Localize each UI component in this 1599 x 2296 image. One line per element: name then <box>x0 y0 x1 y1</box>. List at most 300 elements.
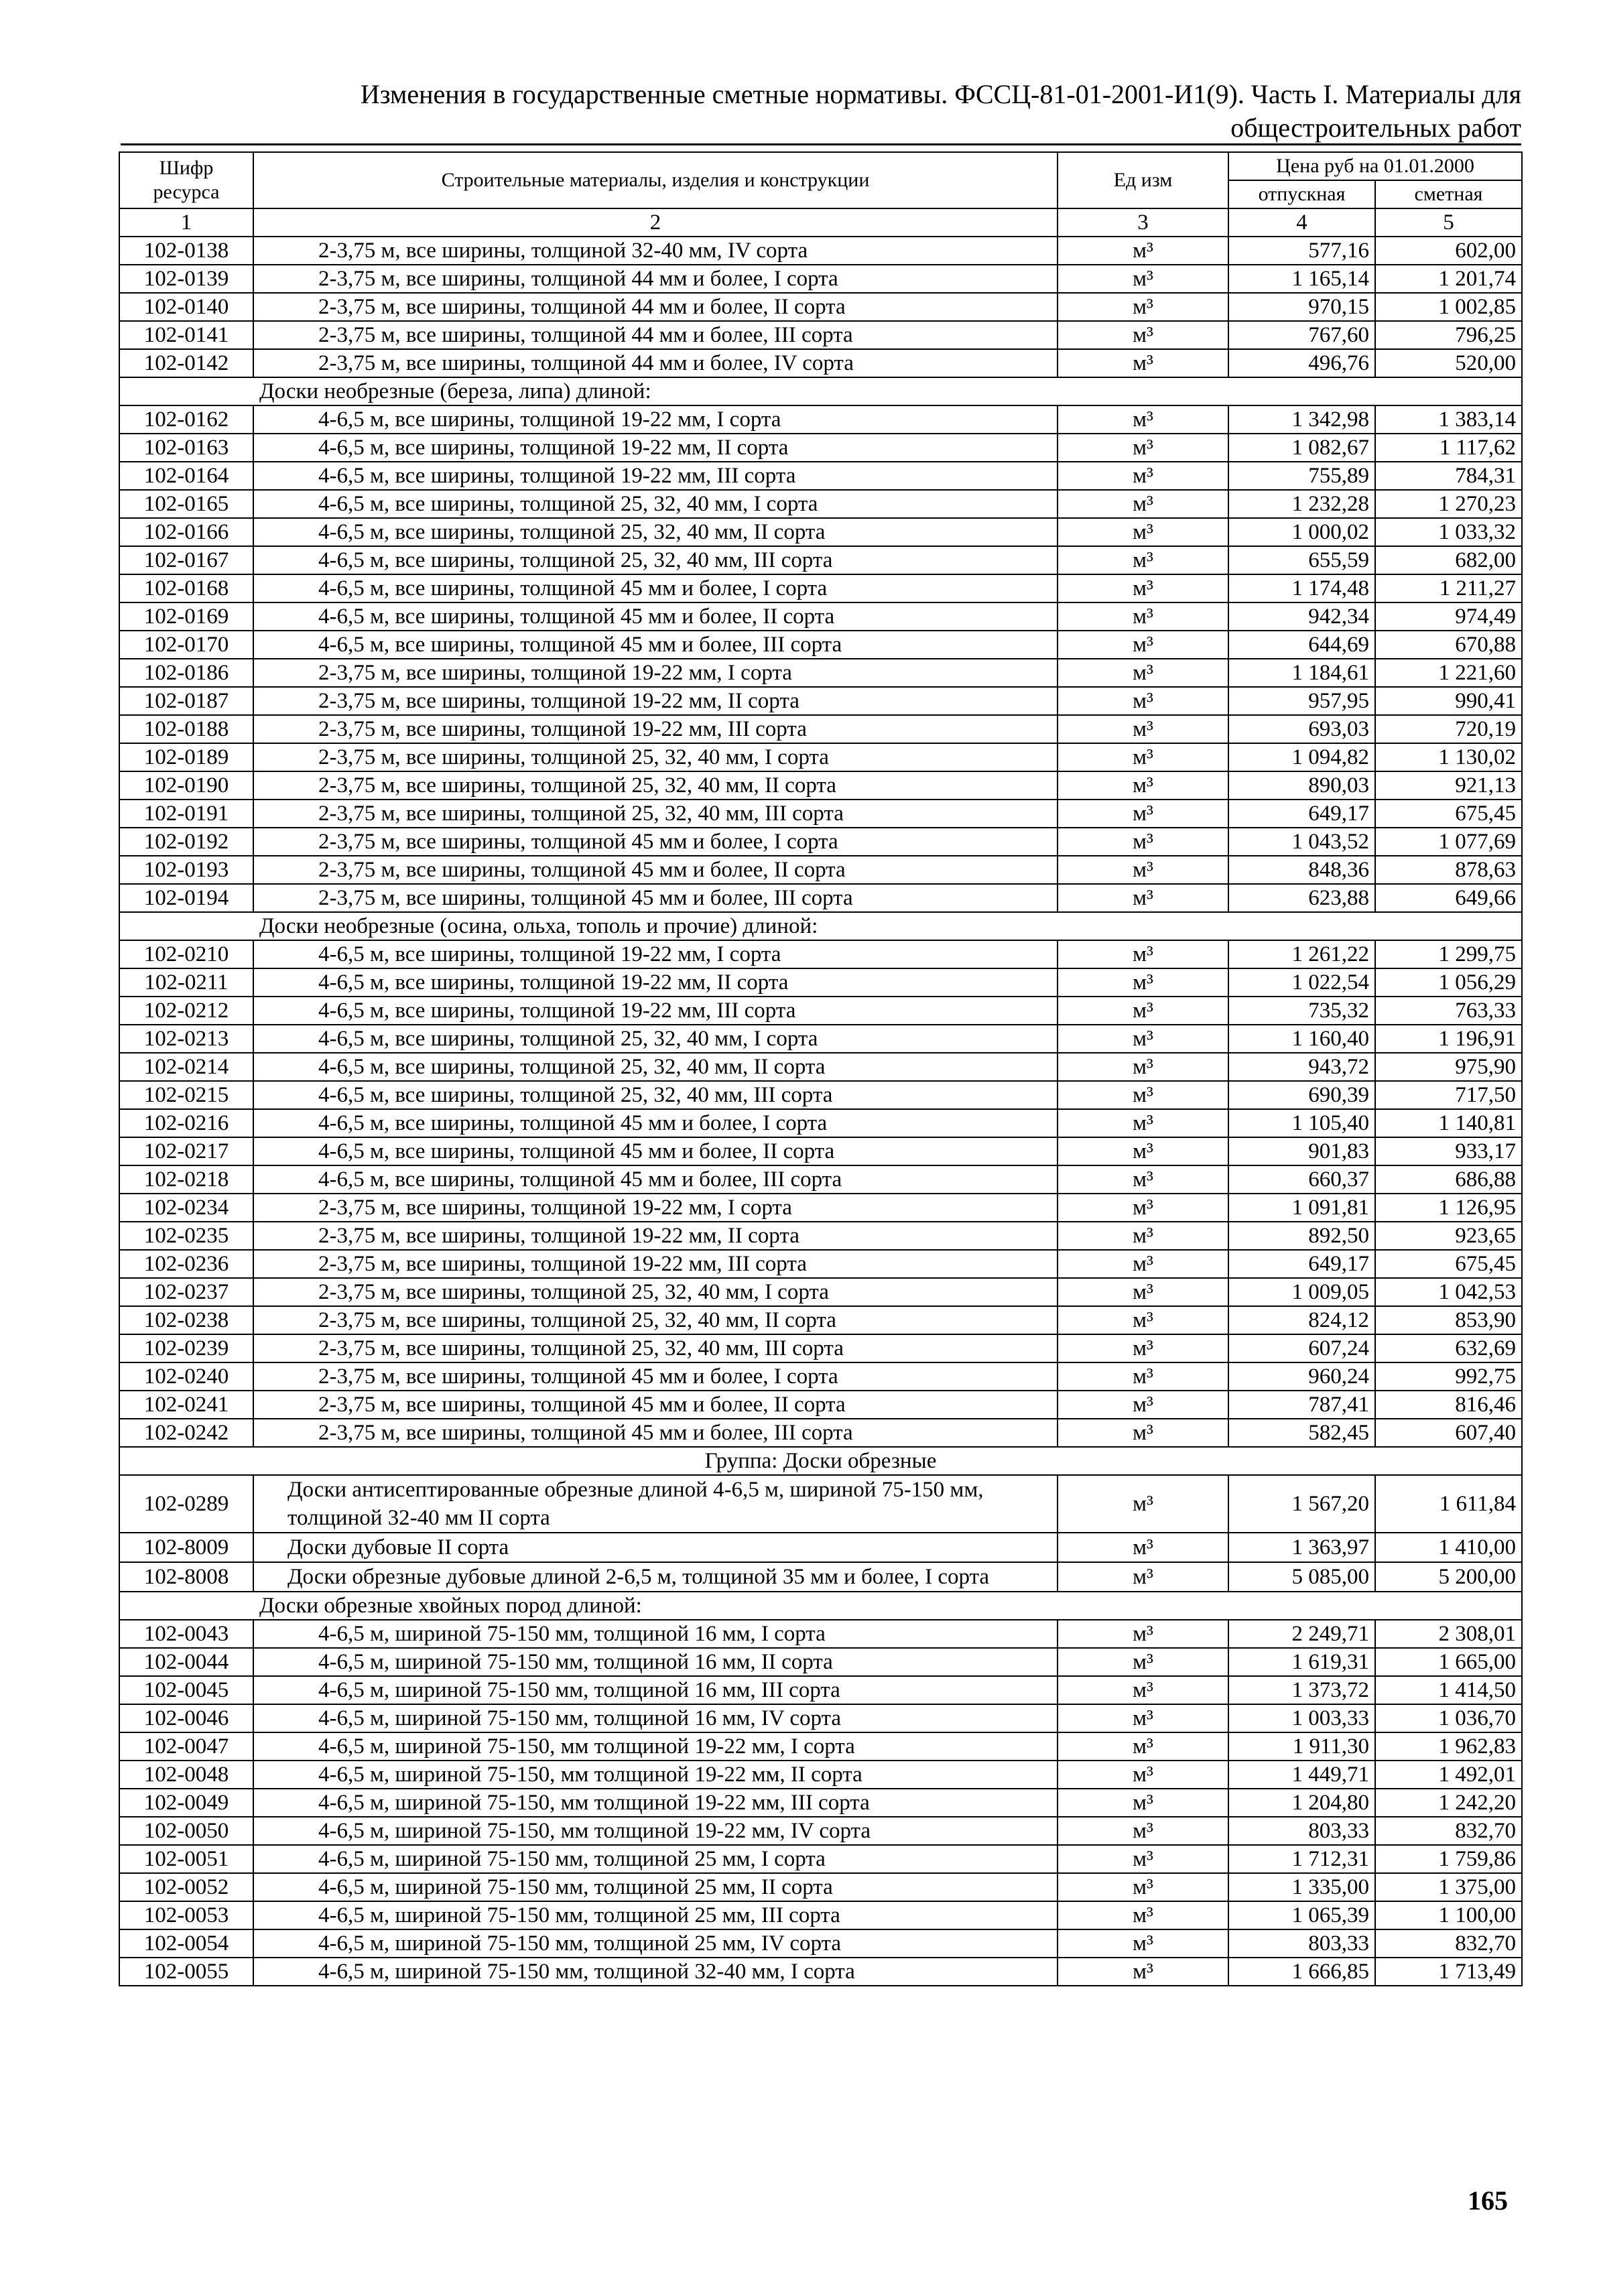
table-row <box>119 856 1522 884</box>
table-row <box>119 1306 1522 1334</box>
table-row <box>119 1109 1522 1137</box>
table-row <box>119 321 1522 349</box>
estimate-price: 675,45 <box>1375 1250 1522 1278</box>
resource-code: 102-0188 <box>119 715 253 743</box>
release-price: 803,33 <box>1228 1817 1375 1845</box>
resource-code: 102-0210 <box>119 940 253 968</box>
release-price: 824,12 <box>1228 1306 1375 1334</box>
release-price: 942,34 <box>1228 602 1375 631</box>
material-name: 4-6,5 м, все ширины, толщиной 25, 32, 40 мм, II сорта <box>253 518 1058 546</box>
release-price: 693,03 <box>1228 715 1375 743</box>
estimate-price: 1 242,20 <box>1375 1789 1522 1817</box>
release-price: 655,59 <box>1228 546 1375 574</box>
release-price: 2 249,71 <box>1228 1620 1375 1648</box>
resource-code: 102-0047 <box>119 1732 253 1761</box>
material-name: 4-6,5 м, все ширины, толщиной 19-22 мм, III сорта <box>253 997 1058 1025</box>
table-row <box>119 1873 1522 1901</box>
resource-code: 102-0194 <box>119 884 253 912</box>
material-name: 4-6,5 м, все ширины, толщиной 19-22 мм, I сорта <box>253 940 1058 968</box>
table-row <box>119 1732 1522 1761</box>
material-name: 4-6,5 м, все ширины, толщиной 19-22 мм, II сорта <box>253 968 1058 997</box>
unit-cell: м³ <box>1058 434 1228 462</box>
material-name: 4-6,5 м, шириной 75-150 мм, толщиной 16 мм, III сорта <box>253 1676 1058 1704</box>
unit-cell: м³ <box>1058 856 1228 884</box>
col-header-price: Цена руб на 01.01.2000 <box>1228 152 1522 180</box>
estimate-price: 1 201,74 <box>1375 265 1522 293</box>
unit-cell: м³ <box>1058 1222 1228 1250</box>
resource-code: 102-0043 <box>119 1620 253 1648</box>
resource-code: 102-0163 <box>119 434 253 462</box>
estimate-price: 1 056,29 <box>1375 968 1522 997</box>
material-name: 4-6,5 м, все ширины, толщиной 25, 32, 40 мм, I сорта <box>253 490 1058 518</box>
release-price: 649,17 <box>1228 800 1375 828</box>
material-name: 2-3,75 м, все ширины, толщиной 19-22 мм, I сорта <box>253 1194 1058 1222</box>
estimate-price: 832,70 <box>1375 1929 1522 1958</box>
unit-cell: м³ <box>1058 602 1228 631</box>
unit-cell: м³ <box>1058 1732 1228 1761</box>
unit-cell: м³ <box>1058 405 1228 434</box>
material-name: 2-3,75 м, все ширины, толщиной 19-22 мм, III сорта <box>253 715 1058 743</box>
unit-cell: м³ <box>1058 1901 1228 1929</box>
material-name: 4-6,5 м, шириной 75-150 мм, толщиной 16 мм, IV сорта <box>253 1704 1058 1732</box>
table-row <box>119 687 1522 715</box>
unit-cell: м³ <box>1058 1475 1228 1533</box>
table-row <box>119 490 1522 518</box>
estimate-price: 1 492,01 <box>1375 1761 1522 1789</box>
estimate-price: 720,19 <box>1375 715 1522 743</box>
estimate-price: 1 962,83 <box>1375 1732 1522 1761</box>
release-price: 1 003,33 <box>1228 1704 1375 1732</box>
estimate-price: 670,88 <box>1375 631 1522 659</box>
resource-code: 102-0142 <box>119 349 253 377</box>
table-row <box>119 546 1522 574</box>
resource-code: 102-0240 <box>119 1362 253 1391</box>
release-price: 1 043,52 <box>1228 828 1375 856</box>
table-row <box>119 715 1522 743</box>
resource-code: 102-0187 <box>119 687 253 715</box>
estimate-price: 682,00 <box>1375 546 1522 574</box>
estimate-price: 1 383,14 <box>1375 405 1522 434</box>
table-row <box>119 1817 1522 1845</box>
release-price: 1 335,00 <box>1228 1873 1375 1901</box>
subsection-cell <box>119 377 1522 405</box>
unit-cell: м³ <box>1058 715 1228 743</box>
subsection-row <box>119 912 1522 940</box>
resource-code: 102-0212 <box>119 997 253 1025</box>
unit-cell: м³ <box>1058 1562 1228 1592</box>
resource-code: 102-0045 <box>119 1676 253 1704</box>
resource-code: 102-8008 <box>119 1562 253 1592</box>
table-row <box>119 1958 1522 1986</box>
table-row <box>119 1250 1522 1278</box>
release-price: 1 567,20 <box>1228 1475 1375 1533</box>
release-price: 1 091,81 <box>1228 1194 1375 1222</box>
unit-cell: м³ <box>1058 237 1228 265</box>
resource-code: 102-0046 <box>119 1704 253 1732</box>
table-row <box>119 1475 1522 1533</box>
release-price: 960,24 <box>1228 1362 1375 1391</box>
unit-cell: м³ <box>1058 1845 1228 1873</box>
material-name: 4-6,5 м, шириной 75-150 мм, толщиной 16 мм, II сорта <box>253 1648 1058 1676</box>
material-name: 4-6,5 м, все ширины, толщиной 19-22 мм, I сорта <box>253 405 1058 434</box>
material-name: 4-6,5 м, шириной 75-150 мм, толщиной 16 мм, I сорта <box>253 1620 1058 1648</box>
table-row <box>119 771 1522 800</box>
estimate-price: 990,41 <box>1375 687 1522 715</box>
col-header-estimate: сметная <box>1375 180 1522 208</box>
release-price: 1 000,02 <box>1228 518 1375 546</box>
table-row <box>119 462 1522 490</box>
col-header-unit: Ед изм <box>1058 152 1228 208</box>
estimate-price: 1 126,95 <box>1375 1194 1522 1222</box>
resource-code: 102-0193 <box>119 856 253 884</box>
table-row <box>119 1222 1522 1250</box>
unit-cell: м³ <box>1058 1929 1228 1958</box>
table-row <box>119 1533 1522 1562</box>
material-name: Доски антисептированные обрезные длиной 4-6,5 м, шириной 75-150 мм, толщиной 32-40 мм II сорта <box>253 1475 1058 1533</box>
material-name: 2-3,75 м, все ширины, толщиной 19-22 мм, II сорта <box>253 687 1058 715</box>
unit-cell: м³ <box>1058 293 1228 321</box>
col-number-4: 4 <box>1228 208 1375 237</box>
material-name: 4-6,5 м, все ширины, толщиной 45 мм и более, II сорта <box>253 602 1058 631</box>
estimate-price: 1 270,23 <box>1375 490 1522 518</box>
unit-cell: м³ <box>1058 1362 1228 1391</box>
estimate-price: 933,17 <box>1375 1137 1522 1165</box>
col-header-name: Строительные материалы, изделия и конструкции <box>253 152 1058 208</box>
material-name: 4-6,5 м, шириной 75-150 мм, толщиной 25 мм, III сорта <box>253 1901 1058 1929</box>
unit-cell: м³ <box>1058 1053 1228 1081</box>
material-name: 2-3,75 м, все ширины, толщиной 45 мм и более, III сорта <box>253 1419 1058 1447</box>
estimate-price: 1 042,53 <box>1375 1278 1522 1306</box>
unit-cell: м³ <box>1058 518 1228 546</box>
table-row <box>119 631 1522 659</box>
table-row <box>119 828 1522 856</box>
material-name: 2-3,75 м, все ширины, толщиной 25, 32, 40 мм, III сорта <box>253 800 1058 828</box>
page-header <box>121 78 1521 145</box>
estimate-price: 1 036,70 <box>1375 1704 1522 1732</box>
resource-code: 102-0167 <box>119 546 253 574</box>
table-row <box>119 1194 1522 1222</box>
resource-code: 102-0138 <box>119 237 253 265</box>
unit-cell: м³ <box>1058 1789 1228 1817</box>
table-row <box>119 1929 1522 1958</box>
estimate-price: 1 211,27 <box>1375 574 1522 602</box>
release-price: 1 619,31 <box>1228 1648 1375 1676</box>
subsection-cell <box>119 1592 1522 1620</box>
unit-cell: м³ <box>1058 1194 1228 1222</box>
release-price: 1 911,30 <box>1228 1732 1375 1761</box>
release-price: 644,69 <box>1228 631 1375 659</box>
material-name: 4-6,5 м, все ширины, толщиной 25, 32, 40 мм, I сорта <box>253 1025 1058 1053</box>
estimate-price: 1 713,49 <box>1375 1958 1522 1986</box>
release-price: 1 094,82 <box>1228 743 1375 771</box>
unit-cell: м³ <box>1058 1025 1228 1053</box>
material-name: 2-3,75 м, все ширины, толщиной 44 мм и более, III сорта <box>253 321 1058 349</box>
estimate-price: 1 117,62 <box>1375 434 1522 462</box>
unit-cell: м³ <box>1058 800 1228 828</box>
release-price: 957,95 <box>1228 687 1375 715</box>
release-price: 1 160,40 <box>1228 1025 1375 1053</box>
material-name: Доски дубовые II сорта <box>253 1533 1058 1562</box>
unit-cell: м³ <box>1058 1704 1228 1732</box>
header-rule <box>121 143 1521 145</box>
subsection-cell <box>119 912 1522 940</box>
unit-cell: м³ <box>1058 1648 1228 1676</box>
release-price: 690,39 <box>1228 1081 1375 1109</box>
resource-code: 102-0170 <box>119 631 253 659</box>
release-price: 1 165,14 <box>1228 265 1375 293</box>
resource-code: 102-0186 <box>119 659 253 687</box>
release-price: 901,83 <box>1228 1137 1375 1165</box>
unit-cell: м³ <box>1058 884 1228 912</box>
resource-code: 102-0218 <box>119 1165 253 1194</box>
material-name: 2-3,75 м, все ширины, толщиной 45 мм и более, III сорта <box>253 884 1058 912</box>
estimate-price: 675,45 <box>1375 800 1522 828</box>
estimate-price: 5 200,00 <box>1375 1562 1522 1592</box>
unit-cell: м³ <box>1058 659 1228 687</box>
material-name: 2-3,75 м, все ширины, толщиной 19-22 мм, II сорта <box>253 1222 1058 1250</box>
material-name: 2-3,75 м, все ширины, толщиной 25, 32, 40 мм, II сорта <box>253 1306 1058 1334</box>
material-name: 2-3,75 м, все ширины, толщиной 45 мм и более, I сорта <box>253 1362 1058 1391</box>
resource-code: 102-0050 <box>119 1817 253 1845</box>
estimate-price: 1 221,60 <box>1375 659 1522 687</box>
unit-cell: м³ <box>1058 1165 1228 1194</box>
resource-code: 102-0044 <box>119 1648 253 1676</box>
resource-code: 102-0168 <box>119 574 253 602</box>
estimate-price: 1 759,86 <box>1375 1845 1522 1873</box>
estimate-price: 923,65 <box>1375 1222 1522 1250</box>
resource-code: 102-0164 <box>119 462 253 490</box>
unit-cell: м³ <box>1058 1817 1228 1845</box>
subsection-title: Доски необрезные (осина, ольха, тополь и прочие) длиной: <box>259 914 818 938</box>
estimate-price: 1 033,32 <box>1375 518 1522 546</box>
table-row <box>119 349 1522 377</box>
subsection-title: Доски обрезные хвойных пород длиной: <box>259 1594 642 1618</box>
header-line-1: Изменения в государственные сметные нормативы. ФССЦ-81-01-2001-И1(9). Часть I. Материалы для <box>360 79 1521 109</box>
resource-code: 102-0190 <box>119 771 253 800</box>
table-row <box>119 1081 1522 1109</box>
material-name: 4-6,5 м, шириной 75-150 мм, толщиной 25 мм, I сорта <box>253 1845 1058 1873</box>
unit-cell: м³ <box>1058 1533 1228 1562</box>
table-row <box>119 574 1522 602</box>
unit-cell: м³ <box>1058 1391 1228 1419</box>
material-name: 4-6,5 м, шириной 75-150 мм, толщиной 32-40 мм, I сорта <box>253 1958 1058 1986</box>
estimate-price: 832,70 <box>1375 1817 1522 1845</box>
table-row <box>119 1362 1522 1391</box>
unit-cell: м³ <box>1058 1137 1228 1165</box>
unit-cell: м³ <box>1058 828 1228 856</box>
estimate-price: 1 375,00 <box>1375 1873 1522 1901</box>
resource-code: 102-0052 <box>119 1873 253 1901</box>
unit-cell: м³ <box>1058 1109 1228 1137</box>
release-price: 943,72 <box>1228 1053 1375 1081</box>
unit-cell: м³ <box>1058 1958 1228 1986</box>
table-row <box>119 293 1522 321</box>
unit-cell: м³ <box>1058 631 1228 659</box>
subsection-row <box>119 1592 1522 1620</box>
material-name: 4-6,5 м, все ширины, толщиной 19-22 мм, III сорта <box>253 462 1058 490</box>
resource-code: 102-0189 <box>119 743 253 771</box>
material-name: 2-3,75 м, все ширины, толщиной 45 мм и более, I сорта <box>253 828 1058 856</box>
estimate-price: 1 410,00 <box>1375 1533 1522 1562</box>
estimate-price: 784,31 <box>1375 462 1522 490</box>
table-row <box>119 743 1522 771</box>
resource-code: 102-0191 <box>119 800 253 828</box>
material-name: 2-3,75 м, все ширины, толщиной 32-40 мм, IV сорта <box>253 237 1058 265</box>
release-price: 1 342,98 <box>1228 405 1375 434</box>
release-price: 892,50 <box>1228 1222 1375 1250</box>
table-row <box>119 1789 1522 1817</box>
estimate-price: 717,50 <box>1375 1081 1522 1109</box>
release-price: 767,60 <box>1228 321 1375 349</box>
table-row <box>119 968 1522 997</box>
estimate-price: 796,25 <box>1375 321 1522 349</box>
table-row <box>119 659 1522 687</box>
table-row <box>119 1648 1522 1676</box>
resource-code: 102-0213 <box>119 1025 253 1053</box>
release-price: 1 666,85 <box>1228 1958 1375 1986</box>
resource-code: 102-0217 <box>119 1137 253 1165</box>
material-name: 4-6,5 м, шириной 75-150 мм, толщиной 25 мм, II сорта <box>253 1873 1058 1901</box>
unit-cell: м³ <box>1058 265 1228 293</box>
material-name: 4-6,5 м, все ширины, толщиной 25, 32, 40 мм, III сорта <box>253 1081 1058 1109</box>
release-price: 649,17 <box>1228 1250 1375 1278</box>
resource-code: 102-0216 <box>119 1109 253 1137</box>
col-header-code: Шифр ресурса <box>119 152 253 208</box>
release-price: 1 232,28 <box>1228 490 1375 518</box>
estimate-price: 1 002,85 <box>1375 293 1522 321</box>
release-price: 1 105,40 <box>1228 1109 1375 1137</box>
estimate-price: 992,75 <box>1375 1362 1522 1391</box>
unit-cell: м³ <box>1058 546 1228 574</box>
resource-code: 102-0054 <box>119 1929 253 1958</box>
table-row <box>119 518 1522 546</box>
table-row <box>119 1761 1522 1789</box>
material-name: 4-6,5 м, все ширины, толщиной 25, 32, 40 мм, II сорта <box>253 1053 1058 1081</box>
release-price: 755,89 <box>1228 462 1375 490</box>
unit-cell: м³ <box>1058 349 1228 377</box>
unit-cell: м³ <box>1058 687 1228 715</box>
materials-table <box>119 151 1523 1986</box>
material-name: 4-6,5 м, шириной 75-150, мм толщиной 19-22 мм, IV сорта <box>253 1817 1058 1845</box>
material-name: 2-3,75 м, все ширины, толщиной 44 мм и более, I сорта <box>253 265 1058 293</box>
estimate-price: 632,69 <box>1375 1334 1522 1362</box>
page-number: 165 <box>1468 2185 1508 2216</box>
resource-code: 102-0140 <box>119 293 253 321</box>
resource-code: 102-0165 <box>119 490 253 518</box>
estimate-price: 602,00 <box>1375 237 1522 265</box>
release-price: 496,76 <box>1228 349 1375 377</box>
table-row <box>119 1391 1522 1419</box>
unit-cell: м³ <box>1058 1250 1228 1278</box>
unit-cell: м³ <box>1058 1306 1228 1334</box>
estimate-price: 649,66 <box>1375 884 1522 912</box>
resource-code: 102-0235 <box>119 1222 253 1250</box>
release-price: 582,45 <box>1228 1419 1375 1447</box>
unit-cell: м³ <box>1058 490 1228 518</box>
estimate-price: 974,49 <box>1375 602 1522 631</box>
table-row <box>119 800 1522 828</box>
material-name: 4-6,5 м, все ширины, толщиной 45 мм и более, I сорта <box>253 1109 1058 1137</box>
resource-code: 102-0211 <box>119 968 253 997</box>
estimate-price: 686,88 <box>1375 1165 1522 1194</box>
col-number-2: 2 <box>253 208 1058 237</box>
table-row <box>119 602 1522 631</box>
material-name: 2-3,75 м, все ширины, толщиной 19-22 мм, I сорта <box>253 659 1058 687</box>
material-name: Доски обрезные дубовые длиной 2-6,5 м, толщиной 35 мм и более, I сорта <box>253 1562 1058 1592</box>
resource-code: 102-0141 <box>119 321 253 349</box>
unit-cell: м³ <box>1058 1873 1228 1901</box>
resource-code: 102-0238 <box>119 1306 253 1334</box>
resource-code: 102-0289 <box>119 1475 253 1533</box>
resource-code: 102-0169 <box>119 602 253 631</box>
release-price: 1 184,61 <box>1228 659 1375 687</box>
release-price: 1 022,54 <box>1228 968 1375 997</box>
release-price: 970,15 <box>1228 293 1375 321</box>
unit-cell: м³ <box>1058 1676 1228 1704</box>
release-price: 803,33 <box>1228 1929 1375 1958</box>
table-row <box>119 1053 1522 1081</box>
estimate-price: 1 140,81 <box>1375 1109 1522 1137</box>
material-name: 2-3,75 м, все ширины, толщиной 45 мм и более, II сорта <box>253 1391 1058 1419</box>
material-name: 2-3,75 м, все ширины, толщиной 45 мм и более, II сорта <box>253 856 1058 884</box>
table-row <box>119 1165 1522 1194</box>
table-row <box>119 1562 1522 1592</box>
release-price: 577,16 <box>1228 237 1375 265</box>
table-row <box>119 1137 1522 1165</box>
estimate-price: 853,90 <box>1375 1306 1522 1334</box>
unit-cell: м³ <box>1058 1419 1228 1447</box>
resource-code: 102-0242 <box>119 1419 253 1447</box>
material-name: 4-6,5 м, все ширины, толщиной 25, 32, 40 мм, III сорта <box>253 546 1058 574</box>
resource-code: 102-0239 <box>119 1334 253 1362</box>
release-price: 1 449,71 <box>1228 1761 1375 1789</box>
resource-code: 102-0237 <box>119 1278 253 1306</box>
unit-cell: м³ <box>1058 1278 1228 1306</box>
unit-cell: м³ <box>1058 771 1228 800</box>
col-number-5: 5 <box>1375 208 1522 237</box>
table-row <box>119 1025 1522 1053</box>
resource-code: 102-0236 <box>119 1250 253 1278</box>
table-row <box>119 405 1522 434</box>
table-body <box>119 237 1522 1986</box>
material-name: 4-6,5 м, шириной 75-150, мм толщиной 19-22 мм, I сорта <box>253 1732 1058 1761</box>
resource-code: 102-0049 <box>119 1789 253 1817</box>
material-name: 2-3,75 м, все ширины, толщиной 25, 32, 40 мм, I сорта <box>253 1278 1058 1306</box>
table-row <box>119 434 1522 462</box>
release-price: 735,32 <box>1228 997 1375 1025</box>
estimate-price: 1 665,00 <box>1375 1648 1522 1676</box>
col-header-release: отпускная <box>1228 180 1375 208</box>
resource-code: 102-0162 <box>119 405 253 434</box>
group-title: Группа: Доски обрезные <box>119 1447 1522 1475</box>
material-name: 4-6,5 м, все ширины, толщиной 45 мм и более, III сорта <box>253 631 1058 659</box>
release-price: 1 174,48 <box>1228 574 1375 602</box>
estimate-price: 878,63 <box>1375 856 1522 884</box>
header-line-2: общестроительных работ <box>1230 113 1521 143</box>
table-row <box>119 1901 1522 1929</box>
col-number-1: 1 <box>119 208 253 237</box>
resource-code: 102-0166 <box>119 518 253 546</box>
estimate-price: 1 196,91 <box>1375 1025 1522 1053</box>
material-name: 4-6,5 м, все ширины, толщиной 45 мм и более, II сорта <box>253 1137 1058 1165</box>
estimate-price: 2 308,01 <box>1375 1620 1522 1648</box>
table-row <box>119 1419 1522 1447</box>
estimate-price: 975,90 <box>1375 1053 1522 1081</box>
release-price: 848,36 <box>1228 856 1375 884</box>
estimate-price: 1 414,50 <box>1375 1676 1522 1704</box>
material-name: 4-6,5 м, все ширины, толщиной 19-22 мм, II сорта <box>253 434 1058 462</box>
table-row <box>119 237 1522 265</box>
